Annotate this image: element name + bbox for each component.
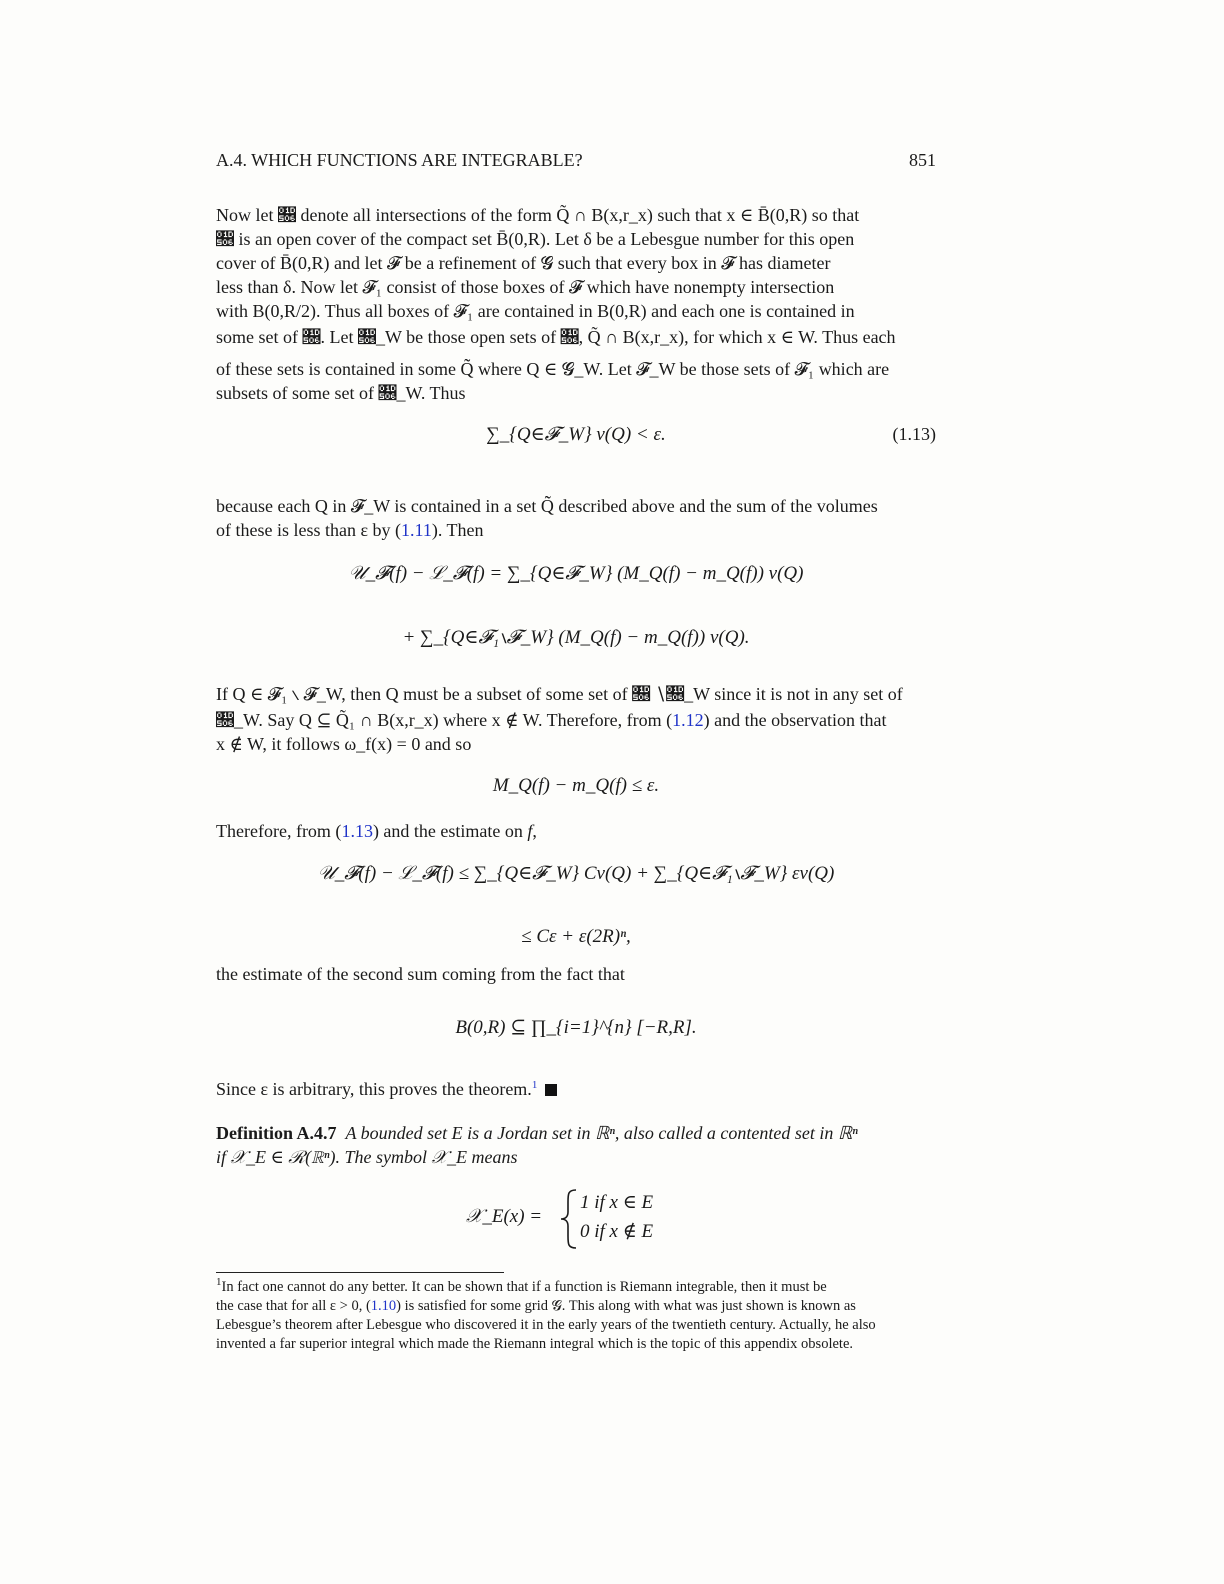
equation-label: (1.13) bbox=[892, 424, 936, 444]
definition-line bbox=[216, 1121, 936, 1145]
footnote-rule bbox=[216, 1272, 504, 1273]
text-line: because each Q in 𝓕_W is contained in a set Q̃̃ described above and the sum of the volumes bbox=[216, 496, 878, 516]
footnote-line bbox=[216, 1278, 936, 1297]
footnote-line: invented a far superior integral which made the Riemann integral which is the topic of this appendix obsolete. bbox=[216, 1336, 854, 1352]
text-line-part: , bbox=[532, 821, 537, 841]
definition-text: A bounded set E is a Jordan set in ℝⁿ, also called a contented set in ℝⁿ bbox=[345, 1123, 858, 1143]
text-line-part: 𝔆_W. Say Q ⊆ Q̃₁ ∩ B(x,r_x) where x ∉ W. Therefore, from ( bbox=[216, 710, 673, 730]
text-line: of these sets is contained in some Q̃̃ where Q ∈ 𝓖_W. Let 𝓕_W be those sets of 𝓕₁ which are bbox=[216, 359, 890, 379]
section-title: A.4. WHICH FUNCTIONS ARE INTEGRABLE? bbox=[216, 150, 583, 170]
footnote-marker[interactable]: 1 bbox=[531, 1079, 538, 1091]
text-line bbox=[216, 708, 936, 732]
text-line: some set of 𝔆. Let 𝔆_W be those open sets of 𝔆, Q̃ ∩ B(x,r_x), for which x ∈ W. Thus each bbox=[216, 327, 896, 347]
equation-difference-line2: + ∑_{Q∈𝓕₁∖𝓕_W} (M_Q(f) − m_Q(f)) v(Q). bbox=[402, 627, 750, 648]
definition-label: Definition A.4.7 bbox=[216, 1123, 337, 1143]
equation-estimate-line2: ≤ Cε + ε(2R)ⁿ, bbox=[521, 926, 631, 947]
indicator-case-2: 0 if x ∉ E bbox=[580, 1221, 654, 1242]
equation-body: ∑_{Q∈𝓕_W} v(Q) < ε. bbox=[486, 424, 666, 445]
footnote-line bbox=[216, 1297, 936, 1316]
text-line-part: f bbox=[527, 821, 533, 841]
paragraph-therefore bbox=[216, 819, 936, 843]
text-line: with B(0,R/2). Thus all boxes of 𝓕₁ are contained in B(0,R) and each one is contained in bbox=[216, 301, 855, 321]
text-line: x ∉ W, it follows ω_f(x) = 0 and so bbox=[216, 734, 472, 754]
paragraph-subset bbox=[216, 682, 936, 756]
equation-ref-1-10[interactable]: 1.10 bbox=[370, 1298, 397, 1314]
text-line: subsets of some set of 𝔆_W. Thus bbox=[216, 383, 466, 403]
text-line-part: ) is satisfied for some grid 𝓖. This along with what was just shown is known as bbox=[396, 1298, 856, 1314]
equation-ref-1-11[interactable]: 1.11 bbox=[401, 520, 432, 540]
qed-square-icon bbox=[545, 1084, 557, 1096]
equation-ref-1-13[interactable]: 1.13 bbox=[341, 821, 373, 841]
text-line-part: the case that for all ε > 0, ( bbox=[216, 1298, 371, 1314]
equation-1-13 bbox=[216, 423, 936, 446]
paragraph-second-sum: the estimate of the second sum coming from the fact that bbox=[216, 964, 625, 984]
text-line-part: of these is less than ε by ( bbox=[216, 520, 402, 540]
footnote-mark: 1 bbox=[216, 1276, 222, 1289]
text-line-part: ) and the estimate on bbox=[372, 821, 528, 841]
text-line bbox=[216, 518, 936, 542]
text-line: 𝔆 is an open cover of the compact set B̄(0,R). Let δ be a Lebesgue number for this open bbox=[216, 229, 855, 249]
equation-estimate-line1: 𝒰_𝓕(f) − ℒ_𝓕(f) ≤ ∑_{Q∈𝓕_W} Cv(Q) + ∑_{Q∈𝓕₁∖𝓕_W} εv(Q) bbox=[317, 863, 835, 884]
indicator-case-1: 1 if x ∈ E bbox=[580, 1192, 654, 1213]
text-line: cover of B̄(0,R) and let 𝓕 be a refinement of 𝓖 such that every box in 𝓕 has diameter bbox=[216, 253, 831, 273]
footnote-line: Lebesgue’s theorem after Lebesgue who discovered it in the early years of the twentieth century. Actually, he also bbox=[216, 1317, 876, 1333]
page bbox=[216, 0, 936, 1584]
text-line: less than δ. Now let 𝓕₁ consist of those boxes of 𝓕 which have nonempty intersection bbox=[216, 277, 835, 297]
text-line: If Q ∈ 𝓕₁ ∖ 𝓕_W, then Q must be a subset of some set of 𝔆 ∖𝔆_W since it is not in any set of bbox=[216, 684, 903, 704]
indicator-lhs: 𝒳_E(x) = bbox=[466, 1206, 543, 1227]
footnote bbox=[216, 1278, 936, 1354]
left-brace-icon bbox=[558, 1188, 580, 1250]
paragraph-volumes bbox=[216, 494, 936, 542]
equation-oscillation: M_Q(f) − m_Q(f) ≤ ε. bbox=[492, 775, 660, 796]
equation-indicator bbox=[466, 1186, 726, 1250]
text-line: Now let 𝔆 denote all intersections of the form Q̃ ∩ B(x,r_x) such that x ∈ B̄(0,R) so that bbox=[216, 205, 860, 225]
footnote-text: In fact one cannot do any better. It can be shown that if a function is Riemann integrable, then it must be bbox=[221, 1279, 827, 1295]
text-line-part: ) and the observation that bbox=[703, 710, 887, 730]
running-head bbox=[216, 150, 936, 171]
conclusion-text: Since ε is arbitrary, this proves the theorem. bbox=[216, 1079, 532, 1099]
equation-difference-line1: 𝒰_𝓕(f) − ℒ_𝓕(f) = ∑_{Q∈𝓕_W} (M_Q(f) − m_Q(f)) v(Q) bbox=[348, 563, 804, 584]
text-line-part: Therefore, from ( bbox=[216, 821, 342, 841]
text-line-part: ). Then bbox=[431, 520, 484, 540]
equation-ball-product: B(0,R) ⊆ ∏_{i=1}^{n} [−R,R]. bbox=[455, 1017, 697, 1038]
definition-a-4-7 bbox=[216, 1121, 936, 1169]
definition-line: if 𝒳_E ∈ ℛ(ℝⁿ). The symbol 𝒳_E means bbox=[216, 1147, 518, 1167]
page-number: 851 bbox=[909, 150, 936, 170]
paragraph-cover bbox=[216, 203, 936, 405]
equation-ref-1-12[interactable]: 1.12 bbox=[672, 710, 704, 730]
paragraph-conclusion bbox=[216, 1077, 936, 1101]
